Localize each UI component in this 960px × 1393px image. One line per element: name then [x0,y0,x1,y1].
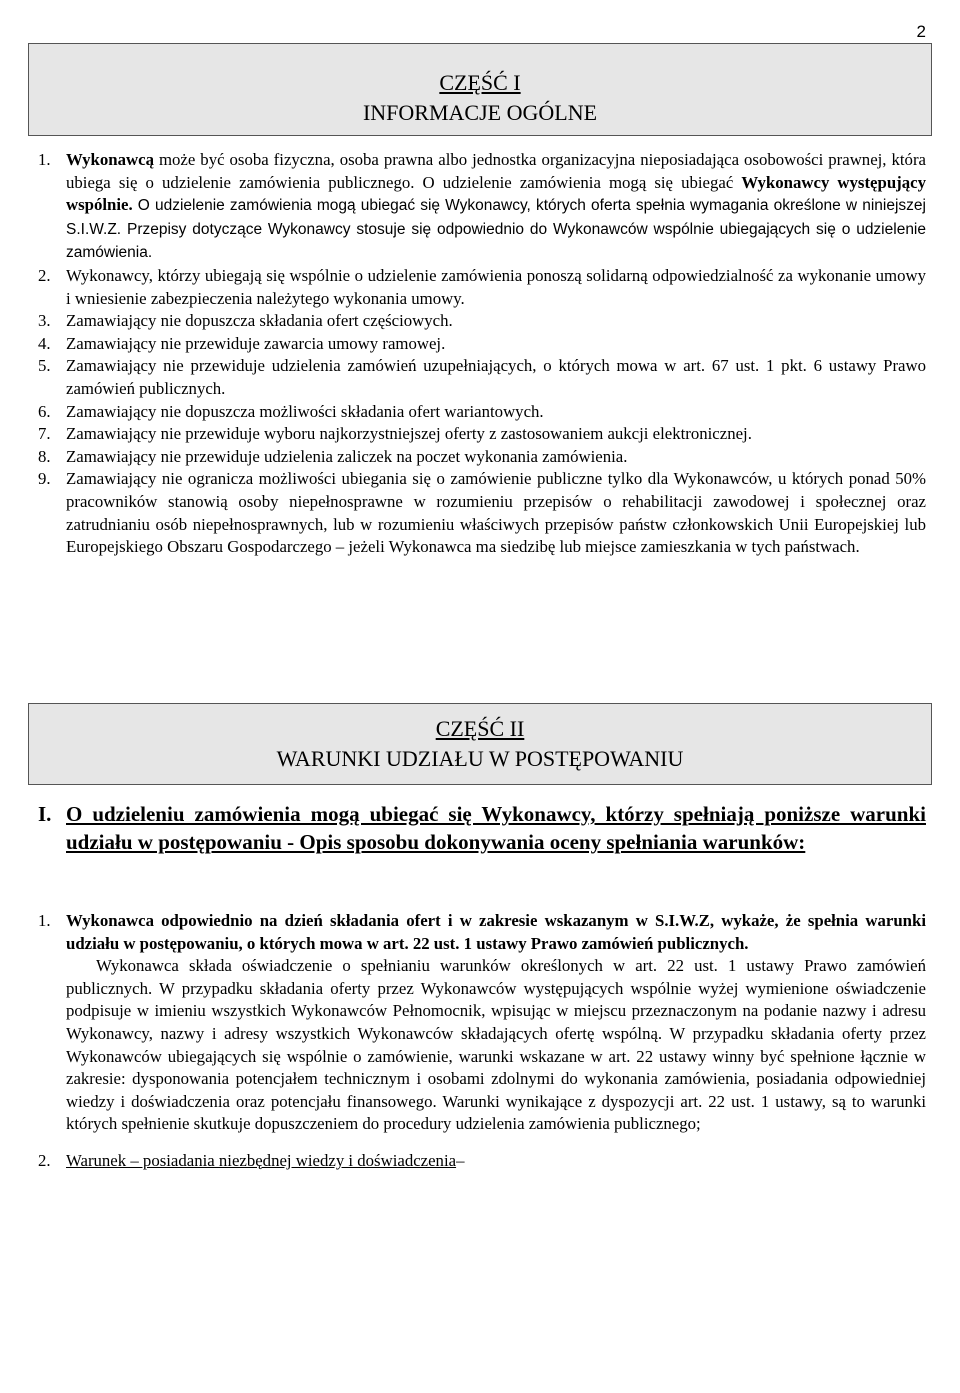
item-text: Zamawiający nie dopuszcza składania ofert częściowych. [66,311,453,331]
item-bold-text: Wykonawca odpowiednio na dzień składania ofert i w zakresie wskazanym w S.I.W.Z, wykaże, że spełnia warunki udziału w postępowaniu, o których mowa w art. 22 ust. 1 ustawy Prawo zamówień publicznych. [66,911,926,953]
term-joint-contractors: Wykonawcy występujący wspólnie. [66,172,926,215]
section-heading [38,800,926,856]
list-item [38,265,926,310]
item-text: Zamawiający nie ogranicza możliwości ubiegania się o zamówienie publiczne tylko dla Wykonawców, u których ponad 50% pracowników stanowią osoby niepełnosprawne w rozumieniu przepisów o rehabilitacji zawodowej i społecznej oraz zatrudnianiu osób niepełnosprawnych, lub w rozumieniu właściwych przepisów państw członkowskich Unii Europejskiej lub Europejskiego Obszaru Gospodarczego – jeżeli Wykonawca ma siedzibę lub miejsce zamieszkania w tych państwach. [66,469,926,557]
heading-text: O udzieleniu zamówienia mogą ubiegać się Wykonawcy, którzy spełniają poniższe warunki udziału w postępowaniu - Opis sposobu dokonywania oceny spełniania warunków: [66,802,926,854]
item-text [66,1150,926,1173]
part1-list [38,149,926,559]
item-paragraph: Wykonawca składa oświadczenie o spełnianiu warunków określonych w art. 22 ust. 1 ustawy Prawo zamówień publicznych. W przypadku składania oferty przez Wykonawców występujących wspólnie wyżej wymienione oświadczenie podpisuje w imieniu wszystkich Wykonawców Pełnomocnik, wpisując w miejscu przeznaczonym na podanie nazwy i adresu Wykonawcy, nazwy i adresy wszystkich Wykonawców składających ofertę wspólną. W przypadku składania oferty przez Wykonawców ubiegających się wspólnie o zamówienie, warunki wskazane w art. 22 ustawy winny być spełnione łącznie w zakresie: dysponowania potencjałem technicznym i osobami zdolnymi do wykonania zamówienia, posiadania odpowiedniej wiedzy i doświadczenia oraz potencjału finansowego. Warunki wynikające z dyspozycji art. 22 ust. 1 ustawy, są to warunki których spełnienie skutkuje dopuszczeniem do procedury udzielenia zamówienia publicznego; [66,956,926,1134]
part1-title: CZĘŚĆ I [439,70,521,95]
page-number: 2 [916,22,926,41]
part2-subtitle: WARUNKI UDZIAŁU W POSTĘPOWANIU [276,746,684,771]
item-number: 1. [38,911,51,930]
item-number: 9. [38,469,51,489]
item-text: Zamawiający nie przewiduje udzielenia zaliczek na poczet wykonania zamówienia. [66,446,628,466]
item-number: 5. [38,356,51,376]
list-item [38,910,926,1136]
item-text: Zamawiający nie dopuszcza możliwości składania ofert wariantowych. [66,401,544,421]
item-number: 1. [38,150,51,169]
part1-subtitle: INFORMACJE OGÓLNE [362,100,598,125]
term-wykonawca: Wykonawcą [66,150,154,169]
item-text [66,149,926,265]
item-number: 2. [38,1150,51,1170]
item-text: Zamawiający nie przewiduje udzielenia zamówień uzupełniających, o których mowa w art. 67 ust. 1 pkt. 6 ustawy Prawo zamówień publicznych. [66,356,926,398]
list-item [38,1150,926,1173]
list-item [38,423,926,446]
part2-list [38,910,926,1173]
part2-title: CZĘŚĆ II [435,716,525,741]
item-text: Zamawiający nie przewiduje wyboru najkorzystniejszej oferty z zastosowaniem aukcji elektronicznej. [66,424,752,444]
item-number: 4. [38,333,51,353]
list-item [38,149,926,265]
part2-header-box [28,703,932,785]
item-number: 8. [38,446,51,466]
item-text: Zamawiający nie przewiduje zawarcia umowy ramowej. [66,333,446,353]
heading-number: I. [38,802,52,826]
list-item [38,333,926,356]
part1-header-box [28,43,932,136]
condition-dash: – [456,1150,465,1170]
item-number: 7. [38,424,51,444]
item-number: 2. [38,265,51,285]
text-span: może być osoba fizyczna, osoba prawna albo jednostka organizacyjna nieposiadająca osobowości prawnej, która ubiega się o udzielenie zamówienia publicznego. O udzielenie zamówienia mogą się ubiegać [66,150,926,192]
list-item [38,355,926,400]
item-number: 3. [38,311,51,331]
list-item [38,401,926,424]
list-item [38,446,926,469]
text-span-sans: O udzielenie zamówienia mogą ubiegać się Wykonawcy, których oferta spełnia wymagania określone w niniejszej S.I.W.Z. Przepisy dotyczące Wykonawcy stosuje się odpowiednio do Wykonawców wspólnie ubiegających się o udzielenie zamówienia. [66,197,926,262]
item-number: 6. [38,401,51,421]
condition-title: Warunek – posiadania niezbędnej wiedzy i doświadczenia [66,1150,457,1170]
item-text: Wykonawcy, którzy ubiegają się wspólnie o udzielenie zamówienia ponoszą solidarną odpowiedzialność za wykonanie umowy i wniesienie zabezpieczenia należytego wykonania umowy. [66,265,926,308]
list-item [38,468,926,558]
list-item [38,310,926,333]
item-text [66,910,926,1136]
